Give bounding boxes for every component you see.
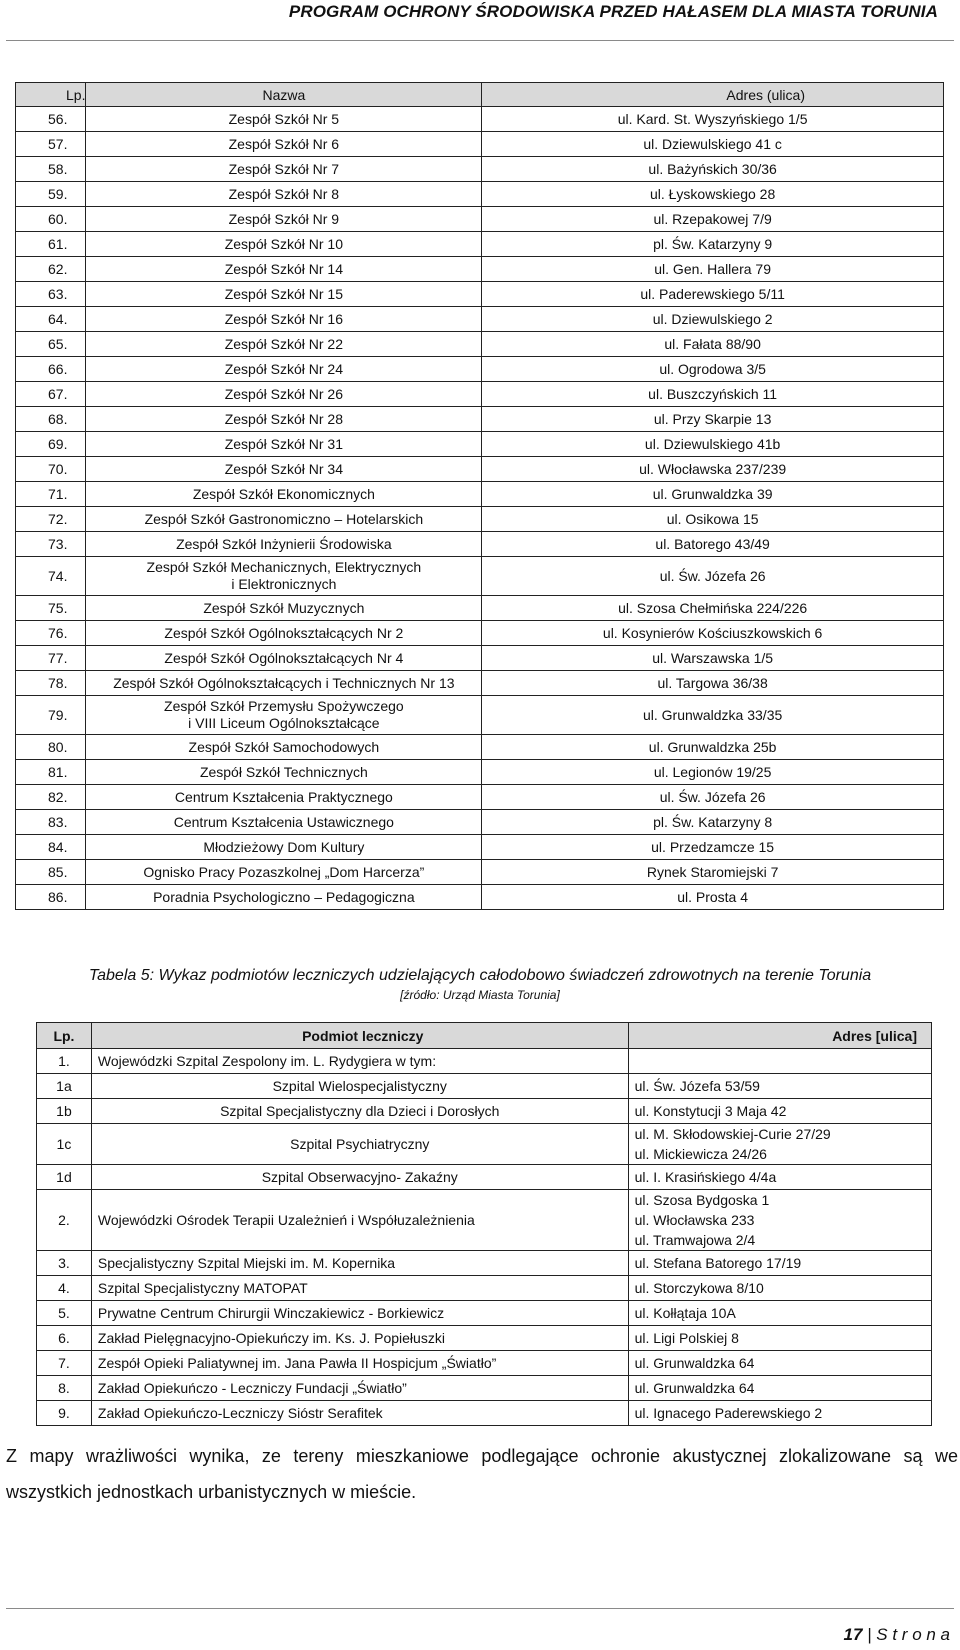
row-address: ul. Batorego 43/49 [482, 532, 944, 557]
row-name-line: Ognisko Pracy Pozaszkolnej „Dom Harcerza” [143, 864, 425, 880]
table-row [16, 282, 944, 307]
row-name [86, 182, 482, 207]
column-header-address: Adres [ulica] [628, 1023, 931, 1049]
row-lp: 57. [16, 132, 86, 157]
row-name-line: Zespół Szkół Nr 28 [224, 411, 343, 427]
table-row [16, 382, 944, 407]
row-lp: 61. [16, 232, 86, 257]
row-name-line: Zespół Szkół Nr 31 [224, 436, 343, 452]
table-row [37, 1351, 932, 1376]
row-address [628, 1124, 931, 1165]
address-line: ul. M. Skłodowskiej-Curie 27/29 [634, 1126, 831, 1142]
row-lp: 8. [37, 1376, 92, 1401]
page-number: 17 [843, 1625, 863, 1644]
row-name-line: Zespół Szkół Nr 24 [224, 361, 343, 377]
row-name [86, 507, 482, 532]
row-address: ul. Dziewulskiego 41 c [482, 132, 944, 157]
row-entity: Szpital Specjalistyczny dla Dzieci i Dorosłych [91, 1099, 628, 1124]
row-address [628, 1049, 931, 1074]
row-lp: 69. [16, 432, 86, 457]
page-header-title: PROGRAM OCHRONY ŚRODOWISKA PRZED HAŁASEM DLA MIASTA TORUNIA [288, 2, 938, 21]
table-row [16, 257, 944, 282]
row-address: Rynek Staromiejski 7 [482, 860, 944, 885]
row-name [86, 407, 482, 432]
address-line: ul. Włocławska 233 [634, 1212, 755, 1228]
row-name-line: Zespół Szkół Nr 16 [224, 311, 343, 327]
address-line: ul. Mickiewicza 24/26 [634, 1146, 767, 1162]
table-row [37, 1376, 932, 1401]
row-name [86, 157, 482, 182]
table-row [16, 646, 944, 671]
row-lp: 9. [37, 1401, 92, 1426]
row-address [628, 1326, 931, 1351]
row-name-line: Poradnia Psychologiczno – Pedagogiczna [153, 889, 415, 905]
row-entity: Szpital Specjalistyczny MATOPAT [91, 1276, 628, 1301]
address-line: ul. Św. Józefa 53/59 [634, 1078, 760, 1094]
table-row [16, 785, 944, 810]
row-lp: 65. [16, 332, 86, 357]
table-row [16, 232, 944, 257]
address-line: ul. I. Krasińskiego 4/4a [634, 1169, 777, 1185]
row-lp: 3. [37, 1251, 92, 1276]
address-line: ul. Ligi Polskiej 8 [634, 1330, 739, 1346]
row-lp: 68. [16, 407, 86, 432]
row-address [628, 1165, 931, 1190]
row-address: ul. Św. Józefa 26 [482, 785, 944, 810]
table-row [37, 1251, 932, 1276]
row-lp: 76. [16, 621, 86, 646]
footer-divider [6, 1608, 954, 1609]
row-name [86, 557, 482, 596]
row-lp: 62. [16, 257, 86, 282]
table-caption: Tabela 5: Wykaz podmiotów leczniczych udzielających całodobowo świadczeń zdrowotnych na terenie Torunia [88, 967, 872, 984]
row-name-line: Zespół Szkół Nr 10 [224, 236, 343, 252]
row-name [86, 621, 482, 646]
row-name [86, 482, 482, 507]
row-address: pl. Św. Katarzyny 8 [482, 810, 944, 835]
row-name [86, 257, 482, 282]
table-row [16, 671, 944, 696]
page-label: S t r o n a [876, 1625, 950, 1644]
table-row [16, 885, 944, 910]
row-lp: 66. [16, 357, 86, 382]
table-row [37, 1190, 932, 1251]
row-lp: 4. [37, 1276, 92, 1301]
row-address [628, 1301, 931, 1326]
row-name [86, 532, 482, 557]
table-row [16, 482, 944, 507]
row-address: ul. Paderewskiego 5/11 [482, 282, 944, 307]
row-name-line: i Elektronicznych [231, 576, 337, 592]
row-entity: Zakład Opiekuńczo-Leczniczy Sióstr Serafitek [91, 1401, 628, 1426]
row-entity: Szpital Obserwacyjno- Zakaźny [91, 1165, 628, 1190]
row-lp: 6. [37, 1326, 92, 1351]
table-row [16, 507, 944, 532]
table-row [16, 696, 944, 735]
row-name-line: Zespół Szkół Ogólnokształcących Nr 4 [164, 650, 404, 666]
table-row [16, 621, 944, 646]
row-lp: 1c [37, 1124, 92, 1165]
row-entity: Zespół Opieki Paliatywnej im. Jana Pawła II Hospicjum „Światło” [91, 1351, 628, 1376]
row-name [86, 596, 482, 621]
row-name [86, 735, 482, 760]
address-line: ul. Konstytucji 3 Maja 42 [634, 1103, 787, 1119]
row-name-line: Zespół Szkół Nr 34 [224, 461, 343, 477]
row-name-line: Zespół Szkół Nr 14 [224, 261, 343, 277]
row-address: ul. Warszawska 1/5 [482, 646, 944, 671]
row-name-line: Zespół Szkół Nr 7 [228, 161, 340, 177]
row-lp: 1b [37, 1099, 92, 1124]
row-address [628, 1074, 931, 1099]
address-line: ul. Szosa Bydgoska 1 [634, 1192, 770, 1208]
row-name-line: Zespół Szkół Przemysłu Spożywczego [164, 698, 404, 714]
row-lp: 73. [16, 532, 86, 557]
row-entity: Prywatne Centrum Chirurgii Winczakiewicz - Borkiewicz [91, 1301, 628, 1326]
column-header-lp: Lp. [37, 1023, 92, 1049]
row-address: ul. Łyskowskiego 28 [482, 182, 944, 207]
body-paragraph: Z mapy wrażliwości wynika, ze tereny mieszkaniowe podlegające ochronie akustycznej zlokalizowane są we wszystkich jednostkach urbanistycznych w mieście. [6, 1446, 958, 1502]
row-lp: 80. [16, 735, 86, 760]
row-address: ul. Grunwaldzka 33/35 [482, 696, 944, 735]
row-lp: 83. [16, 810, 86, 835]
row-name [86, 282, 482, 307]
table-row [16, 132, 944, 157]
row-lp: 82. [16, 785, 86, 810]
page-footer [843, 1625, 950, 1645]
row-address: ul. Legionów 19/25 [482, 760, 944, 785]
row-name-line: i VIII Liceum Ogólnokształcące [188, 715, 380, 731]
row-lp: 1. [37, 1049, 92, 1074]
table-row [16, 557, 944, 596]
table-row [16, 157, 944, 182]
address-line: ul. Grunwaldzka 64 [634, 1380, 755, 1396]
row-name [86, 107, 482, 132]
table-row [16, 182, 944, 207]
row-name [86, 671, 482, 696]
row-address: ul. Przedzamcze 15 [482, 835, 944, 860]
row-name-line: Zespół Szkół Nr 8 [228, 186, 340, 202]
row-name-line: Zespół Szkół Nr 6 [228, 136, 340, 152]
row-lp: 86. [16, 885, 86, 910]
row-entity: Wojewódzki Szpital Zespolony im. L. Rydygiera w tym: [91, 1049, 628, 1074]
address-line: ul. Kołłątaja 10A [634, 1305, 736, 1321]
table-row [16, 357, 944, 382]
row-lp: 60. [16, 207, 86, 232]
row-name [86, 760, 482, 785]
table-row [37, 1326, 932, 1351]
row-name-line: Zespół Szkół Nr 9 [228, 211, 340, 227]
schools-table [15, 82, 944, 910]
row-entity: Szpital Wielospecjalistyczny [91, 1074, 628, 1099]
table-row [16, 107, 944, 132]
row-lp: 75. [16, 596, 86, 621]
row-address: ul. Gen. Hallera 79 [482, 257, 944, 282]
row-lp: 67. [16, 382, 86, 407]
row-address: ul. Ogrodowa 3/5 [482, 357, 944, 382]
row-address: ul. Włocławska 237/239 [482, 457, 944, 482]
address-line: ul. Ignacego Paderewskiego 2 [634, 1405, 823, 1421]
row-lp: 7. [37, 1351, 92, 1376]
table-row [16, 207, 944, 232]
row-lp: 71. [16, 482, 86, 507]
row-lp: 1d [37, 1165, 92, 1190]
table-header-row [16, 83, 944, 107]
row-name [86, 307, 482, 332]
row-name-line: Zespół Szkół Nr 22 [224, 336, 343, 352]
row-name-line: Zespół Szkół Ogólnokształcących i Technicznych Nr 13 [113, 675, 455, 691]
row-name [86, 432, 482, 457]
address-line: ul. Grunwaldzka 64 [634, 1355, 755, 1371]
column-header-name: Nazwa [86, 83, 482, 107]
row-name-line: Centrum Kształcenia Praktycznego [174, 789, 393, 805]
row-name-line: Zespół Szkół Inżynierii Środowiska [176, 536, 392, 552]
row-address [628, 1351, 931, 1376]
row-lp: 77. [16, 646, 86, 671]
row-address: ul. Fałata 88/90 [482, 332, 944, 357]
row-address: ul. Kard. St. Wyszyńskiego 1/5 [482, 107, 944, 132]
table-row [16, 810, 944, 835]
table-row [16, 596, 944, 621]
row-name [86, 457, 482, 482]
row-name [86, 835, 482, 860]
table-row [16, 307, 944, 332]
row-address: ul. Przy Skarpie 13 [482, 407, 944, 432]
row-name [86, 207, 482, 232]
row-address: ul. Prosta 4 [482, 885, 944, 910]
schools-table-body [16, 107, 944, 910]
row-name-line: Zespół Szkół Gastronomiczno – Hotelarskich [144, 511, 424, 527]
row-address [628, 1190, 931, 1251]
row-entity: Szpital Psychiatryczny [91, 1124, 628, 1165]
row-lp: 56. [16, 107, 86, 132]
footer-separator: | [867, 1625, 872, 1644]
row-address [628, 1251, 931, 1276]
row-lp: 81. [16, 760, 86, 785]
row-name [86, 810, 482, 835]
table-row [37, 1165, 932, 1190]
row-name [86, 860, 482, 885]
row-name-line: Zespół Szkół Nr 5 [228, 111, 340, 127]
row-address: ul. Kosynierów Kościuszkowskich 6 [482, 621, 944, 646]
table-row [16, 332, 944, 357]
row-name [86, 332, 482, 357]
row-entity: Wojewódzki Ośrodek Terapii Uzależnień i Współuzależnienia [91, 1190, 628, 1251]
row-address: ul. Dziewulskiego 41b [482, 432, 944, 457]
row-lp: 2. [37, 1190, 92, 1251]
row-name-line: Zespół Szkół Ekonomicznych [192, 486, 375, 502]
row-lp: 74. [16, 557, 86, 596]
row-address: ul. Rzepakowej 7/9 [482, 207, 944, 232]
column-header-lp: Lp. [16, 83, 86, 107]
row-entity: Zakład Pielęgnacyjno-Opiekuńczy im. Ks. J. Popiełuszki [91, 1326, 628, 1351]
row-address: ul. Osikowa 15 [482, 507, 944, 532]
row-address: ul. Szosa Chełmińska 224/226 [482, 596, 944, 621]
row-lp: 79. [16, 696, 86, 735]
row-name [86, 232, 482, 257]
row-entity: Zakład Opiekuńczo - Leczniczy Fundacji „Światło” [91, 1376, 628, 1401]
row-lp: 78. [16, 671, 86, 696]
row-address: ul. Grunwaldzka 39 [482, 482, 944, 507]
table-row [37, 1099, 932, 1124]
row-lp: 58. [16, 157, 86, 182]
table-row [16, 407, 944, 432]
row-name [86, 646, 482, 671]
medical-entities-table [36, 1022, 932, 1426]
column-header-entity: Podmiot leczniczy [91, 1023, 628, 1049]
table-row [37, 1301, 932, 1326]
row-address [628, 1099, 931, 1124]
row-name-line: Zespół Szkół Nr 26 [224, 386, 343, 402]
row-name [86, 785, 482, 810]
row-address: pl. Św. Katarzyny 9 [482, 232, 944, 257]
row-lp: 72. [16, 507, 86, 532]
row-address: ul. Św. Józefa 26 [482, 557, 944, 596]
row-name [86, 885, 482, 910]
address-line: ul. Storczykowa 8/10 [634, 1280, 764, 1296]
row-name-line: Zespół Szkół Ogólnokształcących Nr 2 [164, 625, 404, 641]
row-address: ul. Grunwaldzka 25b [482, 735, 944, 760]
table-row [37, 1049, 932, 1074]
row-name-line: Zespół Szkół Nr 15 [224, 286, 343, 302]
table-row [37, 1124, 932, 1165]
row-name-line: Zespół Szkół Muzycznych [203, 600, 365, 616]
table-row [37, 1276, 932, 1301]
row-name-line: Zespół Szkół Samochodowych [188, 739, 380, 755]
address-line: ul. Stefana Batorego 17/19 [634, 1255, 802, 1271]
table-row [16, 432, 944, 457]
row-name-line: Centrum Kształcenia Ustawicznego [173, 814, 394, 830]
table-row [16, 835, 944, 860]
row-lp: 59. [16, 182, 86, 207]
address-line: ul. Tramwajowa 2/4 [634, 1232, 756, 1248]
table-row [16, 532, 944, 557]
row-name [86, 357, 482, 382]
row-name-line: Młodzieżowy Dom Kultury [203, 839, 365, 855]
row-address [628, 1276, 931, 1301]
row-address: ul. Targowa 36/38 [482, 671, 944, 696]
table-row [37, 1074, 932, 1099]
row-name [86, 132, 482, 157]
table-header-row [37, 1023, 932, 1049]
row-address [628, 1376, 931, 1401]
row-lp: 64. [16, 307, 86, 332]
medical-table-body [37, 1049, 932, 1426]
row-lp: 70. [16, 457, 86, 482]
row-address: ul. Bażyńskich 30/36 [482, 157, 944, 182]
row-address: ul. Dziewulskiego 2 [482, 307, 944, 332]
row-lp: 5. [37, 1301, 92, 1326]
row-lp: 1a [37, 1074, 92, 1099]
row-lp: 84. [16, 835, 86, 860]
row-name-line: Zespół Szkół Technicznych [199, 764, 368, 780]
row-lp: 85. [16, 860, 86, 885]
table-row [37, 1401, 932, 1426]
row-address [628, 1401, 931, 1426]
row-name [86, 696, 482, 735]
column-header-address: Adres (ulica) [482, 83, 944, 107]
header-divider [6, 40, 954, 41]
row-lp: 63. [16, 282, 86, 307]
row-address: ul. Buszczyńskich 11 [482, 382, 944, 407]
row-name-line: Zespół Szkół Mechanicznych, Elektrycznych [146, 559, 422, 575]
table-source: [źródło: Urząd Miasta Torunia] [400, 988, 560, 1002]
table-row [16, 457, 944, 482]
row-entity: Specjalistyczny Szpital Miejski im. M. Kopernika [91, 1251, 628, 1276]
table-row [16, 735, 944, 760]
table-row [16, 860, 944, 885]
table-row [16, 760, 944, 785]
row-name [86, 382, 482, 407]
